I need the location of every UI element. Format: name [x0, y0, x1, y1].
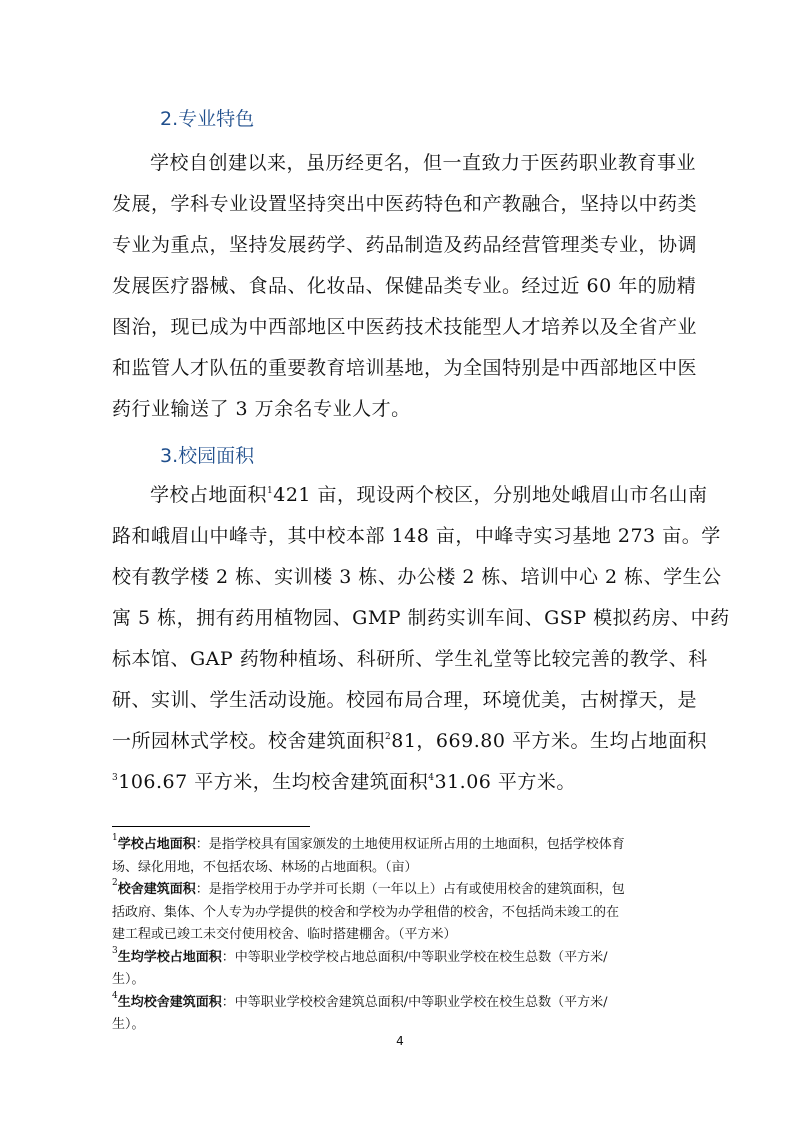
- footnote-ref[interactable]: 3: [112, 773, 119, 783]
- paragraph-line: 标本馆、GAP 药物种植场、科研所、学生礼堂等比较完善的教学、科: [112, 648, 708, 670]
- paragraph-specialty: [112, 143, 702, 430]
- section-heading-specialty: 2.专业特色: [160, 108, 255, 130]
- footnote-ref[interactable]: 4: [428, 773, 435, 783]
- footnote-separator: [112, 826, 310, 827]
- footnote-1: $^1$学校占地面积：是指学校具有国家颁发的土地使用权证所占用的土地面积，包括学校体育 场、绿化用地，不包括农场、林场的占地面积。（亩）: [112, 833, 625, 875]
- footnote-ref[interactable]: 2: [385, 732, 392, 742]
- paragraph-line: 一所园林式学校。校舍建筑面积$^2$81，669.80 平方米。生均占地面积: [112, 730, 707, 752]
- paragraph-line: 寓 5 栋，拥有药用植物园、GMP 制药实训车间、GSP 模拟药房、中药: [112, 607, 730, 629]
- paragraph-line: 学校自创建以来，虽历经更名，但一直致力于医药职业教育事业: [150, 152, 697, 174]
- paragraph-line: 发展，学科专业设置坚持突出中医药特色和产教融合，坚持以中药类: [112, 193, 698, 215]
- paragraph-campus-area: [112, 475, 730, 803]
- paragraph-line: 路和峨眉山中峰寺，其中校本部 148 亩，中峰寺实习基地 273 亩。学: [112, 525, 721, 547]
- paragraph-line: 校有教学楼 2 栋、实训楼 3 栋、办公楼 2 栋、培训中心 2 栋、学生公: [112, 566, 722, 588]
- paragraph-line: 和监管人才队伍的重要教育培训基地，为全国特别是中西部地区中医: [112, 357, 698, 379]
- footnotes: [112, 834, 702, 1037]
- paragraph-line: 学校占地面积$^1$421 亩，现设两个校区，分别地处峨眉山市名山南: [150, 484, 708, 506]
- footnote-4: $^4$生均校舍建筑面积：中等职业学校校舍建筑总面积/中等职业学校在校生总数（平方米/ 生）。: [112, 990, 608, 1032]
- paragraph-line: 图治，现已成为中西部地区中医药技术技能型人才培养以及全省产业: [112, 316, 698, 338]
- paragraph-line: 药行业输送了 3 万余名专业人才。: [112, 398, 411, 420]
- footnote-3: $^3$生均学校占地面积：中等职业学校学校占地总面积/中等职业学校在校生总数（平方米/ 生）。: [112, 945, 608, 987]
- footnote-ref[interactable]: 1: [267, 486, 274, 496]
- footnote-2: $^2$校舍建筑面积：是指学校用于办学并可长期（一年以上）占有或使用校舍的建筑面积，包 括政府、集体、个人专为办学提供的校舍和学校为办学租借的校舍，不包括尚未竣工的在 建工程或已竣工未交付使用校舍、临时搭建棚舍。（平方米）: [112, 878, 625, 942]
- paragraph-line: 研、实训、学生活动设施。校园布局合理，环境优美，古树撑天，是: [112, 689, 698, 711]
- paragraph-line: 专业为重点，坚持发展药学、药品制造及药品经营管理类专业，协调: [112, 234, 698, 256]
- page-number: 4: [396, 1034, 404, 1048]
- section-heading-campus-area: 3.校园面积: [160, 445, 255, 467]
- paragraph-line: $^3$106.67 平方米，生均校舍建筑面积$^4$31.06 平方米。: [112, 771, 576, 793]
- paragraph-line: 发展医疗器械、食品、化妆品、保健品类专业。经过近 60 年的励精: [112, 275, 697, 297]
